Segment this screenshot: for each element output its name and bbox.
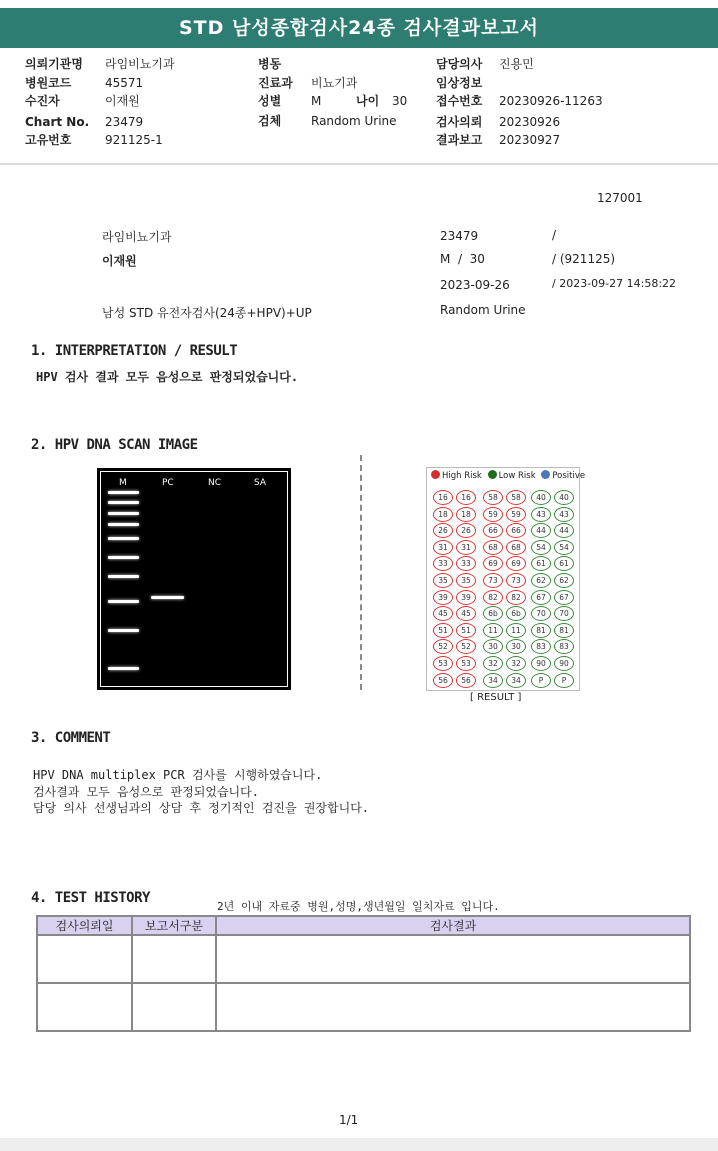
info-label: 고유번호	[25, 133, 72, 147]
hpv-type-cell: 53	[456, 656, 476, 671]
ladder-band	[108, 600, 139, 603]
hpv-type-cell: 30	[483, 639, 503, 654]
summary-birth: / (921125)	[552, 252, 616, 266]
report-date-value: 20230927	[499, 133, 561, 147]
comment-line: HPV DNA multiplex PCR 검사를 시행하였습니다.	[33, 768, 323, 782]
sex-label: 성별	[258, 94, 282, 108]
request-date-label: 검사의뢰	[436, 115, 483, 129]
hpv-type-cell: 68	[483, 540, 503, 555]
hpv-type-cell: 43	[554, 507, 574, 522]
receipt-value: 20230926-11263	[499, 94, 603, 108]
history-col-header: 검사결과	[216, 916, 690, 935]
low-risk-dot-icon	[488, 470, 497, 479]
interpretation-text: HPV 검사 결과 모두 음성으로 판정되었습니다.	[36, 370, 299, 384]
hpv-type-cell: 44	[531, 523, 551, 538]
history-cell	[132, 935, 216, 983]
history-cell	[216, 935, 690, 983]
hpv-type-cell: 56	[456, 673, 476, 688]
hpv-type-cell: 33	[433, 556, 453, 571]
history-note: 2년 이내 자료중 병원,성명,생년월일 일치자료 입니다.	[217, 900, 500, 913]
hpv-type-cell: 33	[456, 556, 476, 571]
gel-lane-label: PC	[162, 478, 174, 488]
hpv-type-cell: 62	[531, 573, 551, 588]
history-cell	[132, 983, 216, 1031]
hpv-type-cell: 73	[506, 573, 526, 588]
clinical-info-label: 임상정보	[436, 75, 483, 90]
receipt-label: 접수번호	[436, 94, 483, 108]
hpv-type-cell: 35	[433, 573, 453, 588]
hpv-type-cell: 45	[433, 606, 453, 621]
ladder-band	[108, 512, 139, 515]
hpv-type-cell: 61	[554, 556, 574, 571]
hpv-type-cell: 70	[554, 606, 574, 621]
gel-lane-label: NC	[208, 478, 222, 488]
hpv-type-cell: 68	[506, 540, 526, 555]
hpv-type-cell: 35	[456, 573, 476, 588]
hpv-type-cell: 30	[506, 639, 526, 654]
hpv-type-cell: 67	[531, 590, 551, 605]
history-cell	[37, 983, 132, 1031]
ladder-band	[108, 667, 139, 670]
hpv-type-cell: 53	[433, 656, 453, 671]
header-divider	[0, 163, 718, 165]
hpv-type-cell: 32	[483, 656, 503, 671]
hpv-type-cell: 58	[506, 490, 526, 505]
hpv-type-cell: 26	[433, 523, 453, 538]
hpv-type-cell: 56	[433, 673, 453, 688]
history-header-row	[37, 916, 690, 935]
history-row	[37, 935, 690, 983]
hpv-type-cell: 83	[554, 639, 574, 654]
hpv-type-cell: 6b	[506, 606, 526, 621]
hpv-type-cell: 54	[531, 540, 551, 555]
hpv-type-cell: 59	[483, 507, 503, 522]
report-date-label: 결과보고	[436, 133, 483, 147]
legend-high: High Risk	[442, 471, 482, 481]
ward-label: 병동	[258, 57, 282, 71]
ladder-band	[108, 556, 139, 559]
hpv-type-cell: 69	[483, 556, 503, 571]
divider-dashed	[360, 455, 362, 690]
section-interpretation-title: 1. INTERPRETATION / RESULT	[31, 343, 238, 359]
section-comment-title: 3. COMMENT	[31, 730, 111, 746]
summary-chart-no: 23479	[440, 229, 479, 243]
hpv-type-cell: P	[554, 673, 574, 688]
hpv-type-cell: 62	[554, 573, 574, 588]
dept-label: 진료과	[258, 75, 293, 90]
ladder-band	[108, 537, 139, 540]
hpv-type-cell: 70	[531, 606, 551, 621]
page-number: 1/1	[339, 1113, 359, 1127]
hpv-type-cell: 67	[554, 590, 574, 605]
info-label: 수진자	[25, 94, 60, 108]
report-code: 127001	[597, 191, 643, 205]
hpv-type-cell: 39	[433, 590, 453, 605]
hpv-type-cell: 90	[554, 656, 574, 671]
hpv-type-cell: P	[531, 673, 551, 688]
hpv-type-cell: 26	[456, 523, 476, 538]
hpv-type-cell: 18	[433, 507, 453, 522]
summary-test-name: 남성 STD 유전자검사(24종+HPV)+UP	[102, 306, 312, 320]
hpv-type-cell: 43	[531, 507, 551, 522]
hpv-type-cell: 52	[456, 639, 476, 654]
ladder-band	[108, 629, 139, 632]
gel-lane-label: M	[119, 478, 127, 488]
age-label: 나이	[356, 94, 380, 108]
summary-date: 2023-09-26	[440, 278, 510, 292]
hpv-type-cell: 16	[433, 490, 453, 505]
comment-body	[33, 767, 369, 817]
hpv-type-cell: 82	[483, 590, 503, 605]
hpv-type-cell: 44	[554, 523, 574, 538]
hpv-type-cell: 6b	[483, 606, 503, 621]
legend-low: Low Risk	[498, 471, 536, 481]
hpv-type-cell: 32	[506, 656, 526, 671]
summary-sex-age: M / 30	[440, 252, 485, 266]
section-history-title: 4. TEST HISTORY	[31, 890, 150, 906]
hpv-type-cell: 81	[554, 623, 574, 638]
summary-specimen: Random Urine	[440, 303, 526, 317]
request-date-value: 20230926	[499, 115, 561, 129]
legend-positive: Positive	[552, 471, 586, 481]
hpv-type-cell: 83	[531, 639, 551, 654]
gel-electrophoresis-image	[97, 468, 291, 690]
history-cell	[216, 983, 690, 1031]
ladder-band	[108, 575, 139, 578]
hpv-type-cell: 31	[456, 540, 476, 555]
hpv-type-cell: 11	[506, 623, 526, 638]
hpv-type-cell: 40	[531, 490, 551, 505]
hpv-type-cell: 90	[531, 656, 551, 671]
info-label: 병원코드	[25, 75, 72, 90]
info-label: 의뢰기관명	[25, 57, 83, 71]
summary-slash: /	[552, 228, 557, 242]
hpv-type-cell: 39	[456, 590, 476, 605]
history-col-header: 보고서구분	[132, 916, 216, 935]
info-value: 45571	[105, 75, 144, 90]
section-scan-image-title: 2. HPV DNA SCAN IMAGE	[31, 437, 198, 453]
hpv-type-cell: 31	[433, 540, 453, 555]
high-risk-dot-icon	[431, 470, 440, 479]
hpv-type-cell: 34	[506, 673, 526, 688]
comment-line: 검사결과 모두 음성으로 판정되었습니다.	[33, 784, 259, 799]
hpv-type-cell: 69	[506, 556, 526, 571]
hpv-type-cell: 40	[554, 490, 574, 505]
info-value: 23479	[105, 115, 144, 129]
hpv-type-cell: 66	[506, 523, 526, 538]
dept-value: 비뇨기과	[311, 75, 358, 90]
doctor-value: 진용민	[499, 57, 534, 71]
hpv-type-cell: 52	[433, 639, 453, 654]
ladder-band	[108, 491, 139, 494]
doctor-label: 담당의사	[436, 57, 483, 71]
history-row	[37, 983, 690, 1031]
hpv-type-cell: 16	[456, 490, 476, 505]
hpv-type-cell: 45	[456, 606, 476, 621]
comment-line: 담당 의사 선생님과의 상담 후 정기적인 검진을 권장합니다.	[33, 801, 370, 815]
hpv-type-cell: 66	[483, 523, 503, 538]
chip-legend	[427, 470, 586, 481]
ladder-band	[108, 501, 139, 504]
hpv-type-cell: 51	[433, 623, 453, 638]
hpv-type-cell: 61	[531, 556, 551, 571]
ladder-band	[108, 523, 139, 526]
specimen-label: 검체	[258, 114, 282, 128]
history-table	[36, 915, 691, 1032]
positive-control-band	[151, 596, 184, 599]
info-value: 이재원	[105, 94, 140, 108]
sex-value: M	[311, 94, 322, 108]
summary-hospital: 라임비뇨기과	[102, 230, 172, 244]
history-cell	[37, 935, 132, 983]
info-value: 921125-1	[105, 133, 163, 147]
footer-bar	[0, 1138, 718, 1151]
history-col-header: 검사의뢰일	[37, 916, 132, 935]
hpv-type-cell: 51	[456, 623, 476, 638]
hpv-type-cell: 59	[506, 507, 526, 522]
hpv-type-cell: 54	[554, 540, 574, 555]
chip-caption: [ RESULT ]	[470, 692, 522, 703]
hpv-type-cell: 73	[483, 573, 503, 588]
info-label: Chart No.	[25, 115, 90, 129]
specimen-value: Random Urine	[311, 114, 397, 128]
hpv-type-cell: 58	[483, 490, 503, 505]
hpv-chip-result	[426, 467, 586, 691]
hpv-type-cell: 81	[531, 623, 551, 638]
hpv-type-cell: 34	[483, 673, 503, 688]
report-title: STD 남성종합검사24종 검사결과보고서	[0, 8, 718, 48]
hpv-type-cell: 11	[483, 623, 503, 638]
gel-lane-label: SA	[254, 478, 267, 488]
summary-patient: 이재원	[102, 254, 137, 268]
info-value: 라임비뇨기과	[105, 57, 175, 71]
summary-report-time: / 2023-09-27 14:58:22	[552, 277, 677, 290]
age-value: 30	[392, 94, 408, 108]
hpv-type-cell: 18	[456, 507, 476, 522]
hpv-type-cell: 82	[506, 590, 526, 605]
positive-dot-icon	[541, 470, 550, 479]
